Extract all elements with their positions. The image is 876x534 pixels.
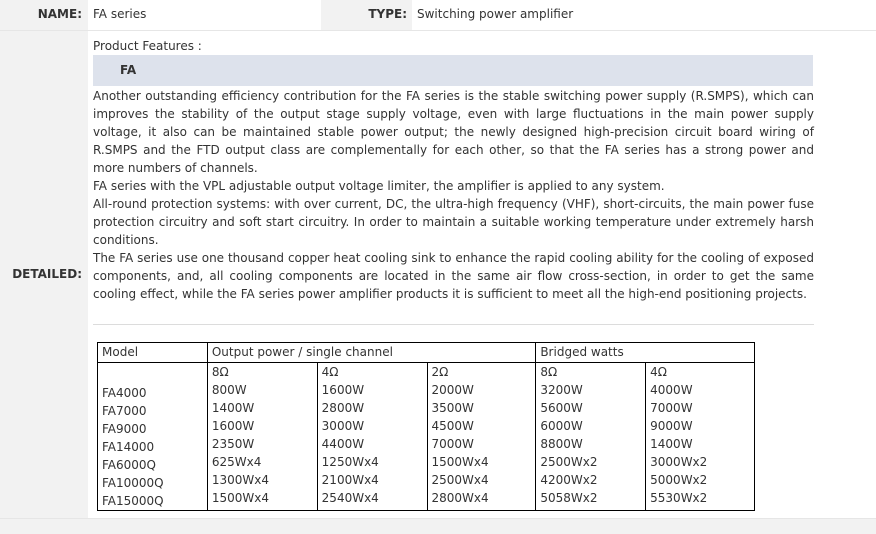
column-8ohm <box>207 363 317 511</box>
name-label: NAME: <box>0 0 88 30</box>
model-name: FA10000Q <box>102 476 164 490</box>
power-value: 2800W <box>321 401 365 415</box>
power-value: 1400W <box>211 401 255 415</box>
power-value: 1500Wx4 <box>211 491 269 505</box>
impedance-label: 8Ω <box>211 365 229 379</box>
power-value: 2500Wx2 <box>540 455 598 469</box>
detailed-content <box>89 31 876 518</box>
power-value: 2540Wx4 <box>321 491 379 505</box>
detailed-label-cell <box>0 31 88 518</box>
power-value: 3200W <box>540 383 583 397</box>
paragraph-protection <box>93 177 814 249</box>
power-value: 5000Wx2 <box>650 473 708 487</box>
model-name: FA14000 <box>102 440 155 454</box>
header-row <box>0 0 876 31</box>
power-value: 1250Wx4 <box>321 455 379 469</box>
power-value: 1300Wx4 <box>211 473 269 487</box>
impedance-label: 2Ω <box>431 365 449 379</box>
type-label: TYPE: <box>321 0 412 30</box>
power-value: 3000Wx2 <box>650 455 708 469</box>
impedance-label: 4Ω <box>321 365 339 379</box>
power-value: 2500Wx4 <box>431 473 489 487</box>
power-value: 8800W <box>540 437 583 451</box>
impedance-label: 4Ω <box>650 365 667 379</box>
paragraph-vpl: FA series with the VPL adjustable output voltage limiter, the amplifier is applied to any system. <box>93 179 665 193</box>
power-value: 1400W <box>650 437 693 451</box>
spec-table-header <box>98 343 755 363</box>
spec-table-body <box>98 363 755 511</box>
bottom-strip <box>0 518 876 534</box>
power-value: 7000W <box>431 437 474 451</box>
paragraph-rsmps: Another outstanding efficiency contribution for the FA series is the stable switching power supply (R.SMPS), which can improves the stability of the output stage supply voltage, even with large fluctuations in the main power supply voltage, it also can be maintained stable power output; the newly designed high-precision circuit board wiring of R.SMPS and the FTD output class are complementally for each other, so that the FA series has a strong power and more numbers of channels. <box>93 89 814 175</box>
power-value: 1600W <box>321 383 365 397</box>
spec-table <box>97 342 755 511</box>
paragraph-cooling: The FA series use one thousand copper heat cooling sink to enhance the rapid cooling ability for the cooling of exposed components, and, all cooling components are located in the same air flow cross-section, in order to get the same cooling effect, while the FA series power amplifier products it is sufficient to meet all the high-end positioning projects. <box>93 251 814 301</box>
model-name: FA15000Q <box>102 494 164 508</box>
detailed-label: DETAILED: <box>12 267 82 281</box>
divider <box>93 324 814 325</box>
power-value: 1500Wx4 <box>431 455 489 469</box>
power-value: 3000W <box>321 419 365 433</box>
model-name: FA6000Q <box>102 458 156 472</box>
power-value: 5530Wx2 <box>650 491 708 505</box>
power-value: 2000W <box>431 383 474 397</box>
column-bridged-8ohm <box>536 363 646 511</box>
model-name: FA7000 <box>102 404 147 418</box>
column-2ohm <box>427 363 536 511</box>
impedance-label: 8Ω <box>540 365 558 379</box>
power-value: 1600W <box>211 419 255 433</box>
power-value: 800W <box>211 383 247 397</box>
features-heading-bar: FA <box>93 55 813 86</box>
power-value: 5058Wx2 <box>540 491 598 505</box>
power-value: 5600W <box>540 401 583 415</box>
power-value: 6000W <box>540 419 583 433</box>
model-name: FA9000 <box>102 422 147 436</box>
model-column <box>98 363 208 511</box>
column-4ohm <box>317 363 427 511</box>
power-value: 4400W <box>321 437 365 451</box>
power-value: 3500W <box>431 401 474 415</box>
column-bridged-4ohm <box>646 363 755 511</box>
name-value: FA series <box>93 7 147 21</box>
power-value: 4000W <box>650 383 693 397</box>
header-output-power: Output power / single channel <box>207 343 535 363</box>
features-title: Product Features : <box>93 39 202 53</box>
model-name: FA4000 <box>102 386 147 400</box>
power-value: 2350W <box>211 437 255 451</box>
power-value: 2800Wx4 <box>431 491 489 505</box>
power-value: 9000W <box>650 419 693 433</box>
header-model: Model <box>98 343 208 363</box>
paragraph-protection-systems: All-round protection systems: with over current, DC, the ultra-high frequency (VHF), short-circuits, the main power fuse protection circuitry and soft start circuitry. In order to maintain a suitable working temperature under extremely harsh conditions. <box>93 197 814 247</box>
type-value: Switching power amplifier <box>417 7 574 21</box>
power-value: 2100Wx4 <box>321 473 379 487</box>
power-value: 4500W <box>431 419 474 433</box>
header-bridged-watts: Bridged watts <box>536 343 755 363</box>
power-value: 7000W <box>650 401 693 415</box>
power-value: 4200Wx2 <box>540 473 598 487</box>
power-value: 625Wx4 <box>211 455 262 469</box>
